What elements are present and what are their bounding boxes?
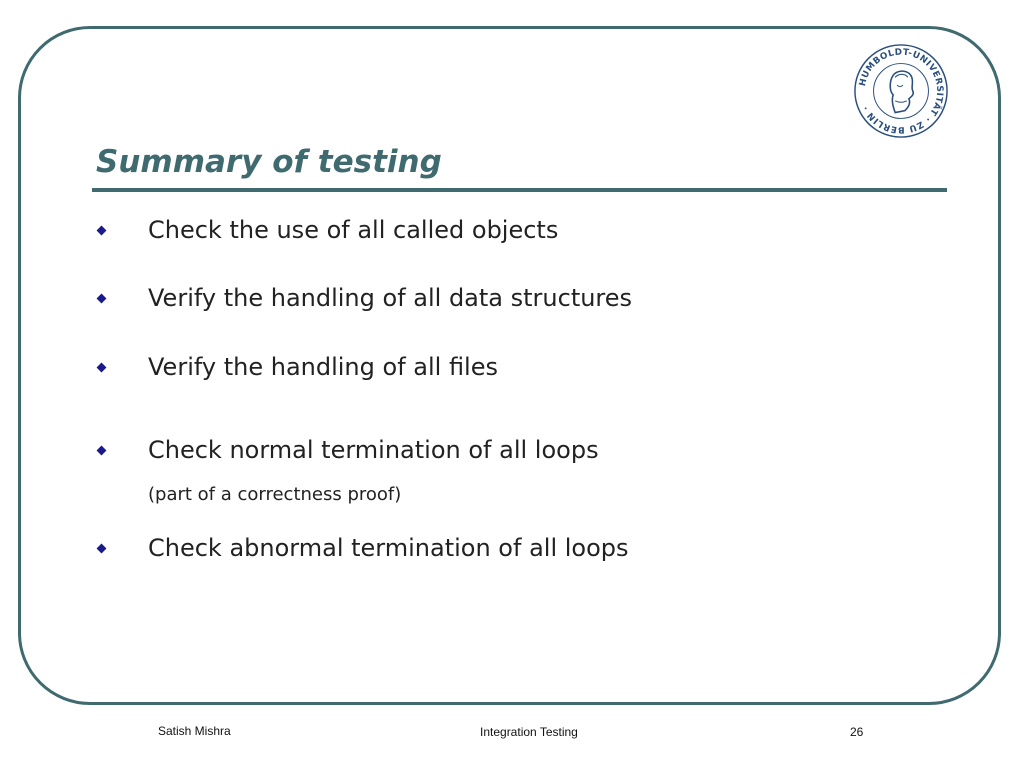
slide-title: Summary of testing: [96, 144, 442, 180]
bullet-text: Verify the handling of all files: [148, 353, 498, 381]
bullet-text: Check abnormal termination of all loops: [148, 534, 629, 562]
footer-topic: Integration Testing: [480, 725, 578, 739]
bullet-text: Check normal termination of all loops: [148, 436, 599, 464]
footer-page-number: 26: [850, 725, 864, 739]
title-underline: [92, 188, 947, 192]
bullet-subnote: (part of a correctness proof): [148, 484, 402, 505]
footer-author: Satish Mishra: [158, 724, 231, 738]
svg-text:HUMBOLDT-UNIVERSITÄT · ZU BERL: HUMBOLDT-UNIVERSITÄT · ZU BERLIN ·: [858, 47, 945, 135]
university-seal-logo: [852, 42, 950, 140]
bullet-text: Verify the handling of all data structures: [148, 284, 633, 312]
bullet-text: Check the use of all called objects: [148, 216, 559, 244]
